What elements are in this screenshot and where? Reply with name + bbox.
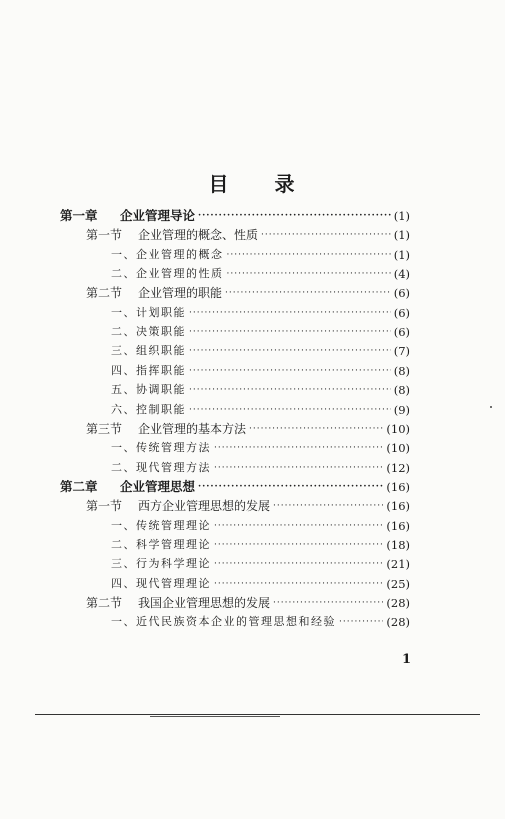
toc-entry-title: 科学管理理论 xyxy=(136,537,211,551)
toc-entry-item xyxy=(111,322,410,342)
dot-leader xyxy=(214,554,383,574)
toc-entry-page: (16) xyxy=(386,499,410,514)
toc-entry-title: 企业管理的基本方法 xyxy=(138,421,247,436)
toc-entry-number: 第二节 xyxy=(86,596,123,610)
toc-entry-title: 控制职能 xyxy=(136,402,186,416)
toc-entry-number: 第一节 xyxy=(86,228,123,243)
toc-entry-number: 二、 xyxy=(111,460,136,474)
toc-entry-label xyxy=(111,612,336,632)
toc-entry-page: (16) xyxy=(386,479,410,494)
toc-entry-item xyxy=(111,264,410,284)
toc-entry-title: 指挥职能 xyxy=(136,363,186,377)
page-title xyxy=(0,168,505,197)
scan-speck xyxy=(490,406,492,408)
toc-entry-page: (21) xyxy=(386,557,410,572)
toc-entry-section xyxy=(86,419,410,439)
toc-entry-label xyxy=(111,458,211,478)
toc-entry-item xyxy=(111,361,410,381)
toc-entry-section xyxy=(86,283,410,303)
toc-entry-number: 第一节 xyxy=(86,499,123,514)
toc-entry-number: 三、 xyxy=(111,344,136,358)
toc-entry-number: 五、 xyxy=(111,383,136,397)
dot-leader xyxy=(214,574,383,594)
toc-entry-number: 二、 xyxy=(111,325,136,339)
toc-entry-item xyxy=(111,438,410,458)
toc-entry-number: 四、 xyxy=(111,576,136,590)
toc-entry-label xyxy=(111,438,211,458)
toc-entry-item xyxy=(111,535,410,555)
toc-entry-page: (28) xyxy=(386,615,410,630)
toc-entry-label xyxy=(86,496,270,516)
toc-entry-number: 一、 xyxy=(111,441,136,455)
dot-leader xyxy=(198,206,391,226)
dot-leader xyxy=(189,400,391,420)
toc-entry-label xyxy=(111,516,211,536)
toc-entry-item xyxy=(111,400,410,420)
dot-leader xyxy=(214,516,383,536)
toc-entry-label xyxy=(111,380,186,400)
toc-entry-label xyxy=(111,341,186,361)
toc-entry-title: 组织职能 xyxy=(136,344,186,358)
toc-entry-page: (9) xyxy=(393,402,410,417)
toc-entry-label xyxy=(111,245,224,265)
toc-entry-number: 四、 xyxy=(111,363,136,377)
toc-entry-page: (7) xyxy=(393,344,410,359)
dot-leader xyxy=(273,496,383,516)
toc-entry-label xyxy=(86,225,258,245)
footer-rule-shadow xyxy=(150,716,280,717)
toc-entry-title: 现代管理方法 xyxy=(136,460,211,474)
toc-entry-title: 企业管理的职能 xyxy=(138,286,223,301)
dot-leader xyxy=(339,612,383,632)
toc-entry-page: (8) xyxy=(393,383,410,398)
toc-entry-number: 第一章 xyxy=(60,208,98,223)
toc-entry-label xyxy=(111,574,211,594)
toc-entry-title: 近代民族资本企业的管理思想和经验 xyxy=(136,615,336,629)
toc-entry-page: (8) xyxy=(393,363,410,378)
toc-entry-item xyxy=(111,245,410,265)
toc-entry-number: 第二章 xyxy=(60,478,98,494)
toc-entry-label xyxy=(111,554,211,574)
toc-entry-item xyxy=(111,458,410,478)
toc-entry-title: 行为科学理论 xyxy=(136,557,211,571)
toc-entry-item xyxy=(111,574,410,594)
toc-entry-number: 六、 xyxy=(111,402,136,416)
dot-leader xyxy=(227,264,391,284)
toc-entry-page: (16) xyxy=(386,518,410,533)
toc-entry-title: 西方企业管理思想的发展 xyxy=(138,499,271,514)
toc-entry-page: (18) xyxy=(386,537,410,552)
toc-entry-label xyxy=(60,206,195,226)
toc-entry-label xyxy=(86,593,270,613)
toc-entry-page: (1) xyxy=(393,228,410,243)
toc-entry-number: 一、 xyxy=(111,615,136,629)
dot-leader xyxy=(214,438,383,458)
toc-entry-section xyxy=(86,225,410,245)
dot-leader xyxy=(273,593,383,613)
toc-entry-page: (6) xyxy=(393,286,410,301)
toc-entry-item xyxy=(111,516,410,536)
toc-entry-title: 企业管理思想 xyxy=(120,478,196,494)
toc-entry-number: 一、 xyxy=(111,305,136,319)
toc-entry-page: (1) xyxy=(393,209,410,223)
toc-entry-item xyxy=(111,612,410,632)
toc-entry-title: 企业管理导论 xyxy=(120,208,196,223)
toc-entry-page: (1) xyxy=(393,247,410,262)
dot-leader xyxy=(189,303,391,323)
toc-entry-page: (12) xyxy=(386,460,410,475)
dot-leader xyxy=(214,535,383,555)
toc-entry-item xyxy=(111,380,410,400)
toc-entry-number: 二、 xyxy=(111,267,136,281)
toc-entry-page: (25) xyxy=(386,576,410,591)
page-number: 1 xyxy=(402,652,412,667)
toc-entry-item xyxy=(111,554,410,574)
footer-rule xyxy=(35,714,480,715)
toc-entry-label xyxy=(111,264,224,284)
toc-entry-number: 二、 xyxy=(111,537,136,551)
toc-entry-page: (28) xyxy=(386,596,410,610)
dot-leader xyxy=(225,283,391,303)
toc-entry-page: (6) xyxy=(393,325,410,340)
toc-entry-number: 一、 xyxy=(111,518,136,532)
toc-entry-label xyxy=(60,477,195,497)
dot-leader xyxy=(227,245,391,265)
toc-entry-label xyxy=(111,535,211,555)
toc-entry-item xyxy=(111,341,410,361)
toc-entry-title: 现代管理理论 xyxy=(136,576,211,590)
toc-entry-number: 一、 xyxy=(111,247,136,261)
toc-entry-page: (4) xyxy=(393,267,410,282)
toc-entry-page: (10) xyxy=(386,421,410,436)
toc-entry-title: 协调职能 xyxy=(136,383,186,397)
toc-entry-label xyxy=(111,361,186,381)
dot-leader xyxy=(189,380,391,400)
title-char-1: 目 xyxy=(208,172,231,196)
toc-entry-chapter xyxy=(60,206,410,226)
dot-leader xyxy=(261,225,391,245)
toc-entry-label xyxy=(111,322,186,342)
toc-entry-number: 三、 xyxy=(111,557,136,571)
toc-entry-page: (6) xyxy=(393,305,410,320)
toc-entry-title: 企业管理的概念 xyxy=(136,247,224,261)
toc-entry-section xyxy=(86,593,410,613)
toc-entry-title: 决策职能 xyxy=(136,325,186,339)
toc-entry-title: 传统管理方法 xyxy=(136,441,211,455)
toc-entry-number: 第三节 xyxy=(86,421,123,436)
toc-entry-title: 我国企业管理思想的发展 xyxy=(138,596,271,610)
toc-entry-page: (10) xyxy=(386,441,410,456)
dot-leader xyxy=(189,361,391,381)
toc-entry-label xyxy=(111,303,186,323)
toc-entry-title: 企业管理的性质 xyxy=(136,267,224,281)
toc-entry-label xyxy=(86,283,222,303)
dot-leader xyxy=(214,458,383,478)
dot-leader xyxy=(198,477,383,497)
toc-entry-title: 计划职能 xyxy=(136,305,186,319)
toc-entry-number: 第二节 xyxy=(86,286,123,301)
dot-leader xyxy=(189,322,391,342)
toc-entry-title: 企业管理的概念、性质 xyxy=(138,228,259,243)
toc-entry-item xyxy=(111,303,410,323)
toc-entry-section xyxy=(86,496,410,516)
dot-leader xyxy=(189,341,391,361)
toc-entry-label xyxy=(111,400,186,420)
toc-entry-title: 传统管理理论 xyxy=(136,518,211,532)
toc-entry-chapter xyxy=(60,477,410,497)
title-char-2: 录 xyxy=(274,172,297,196)
toc-entry-label xyxy=(86,419,246,439)
dot-leader xyxy=(249,419,383,439)
